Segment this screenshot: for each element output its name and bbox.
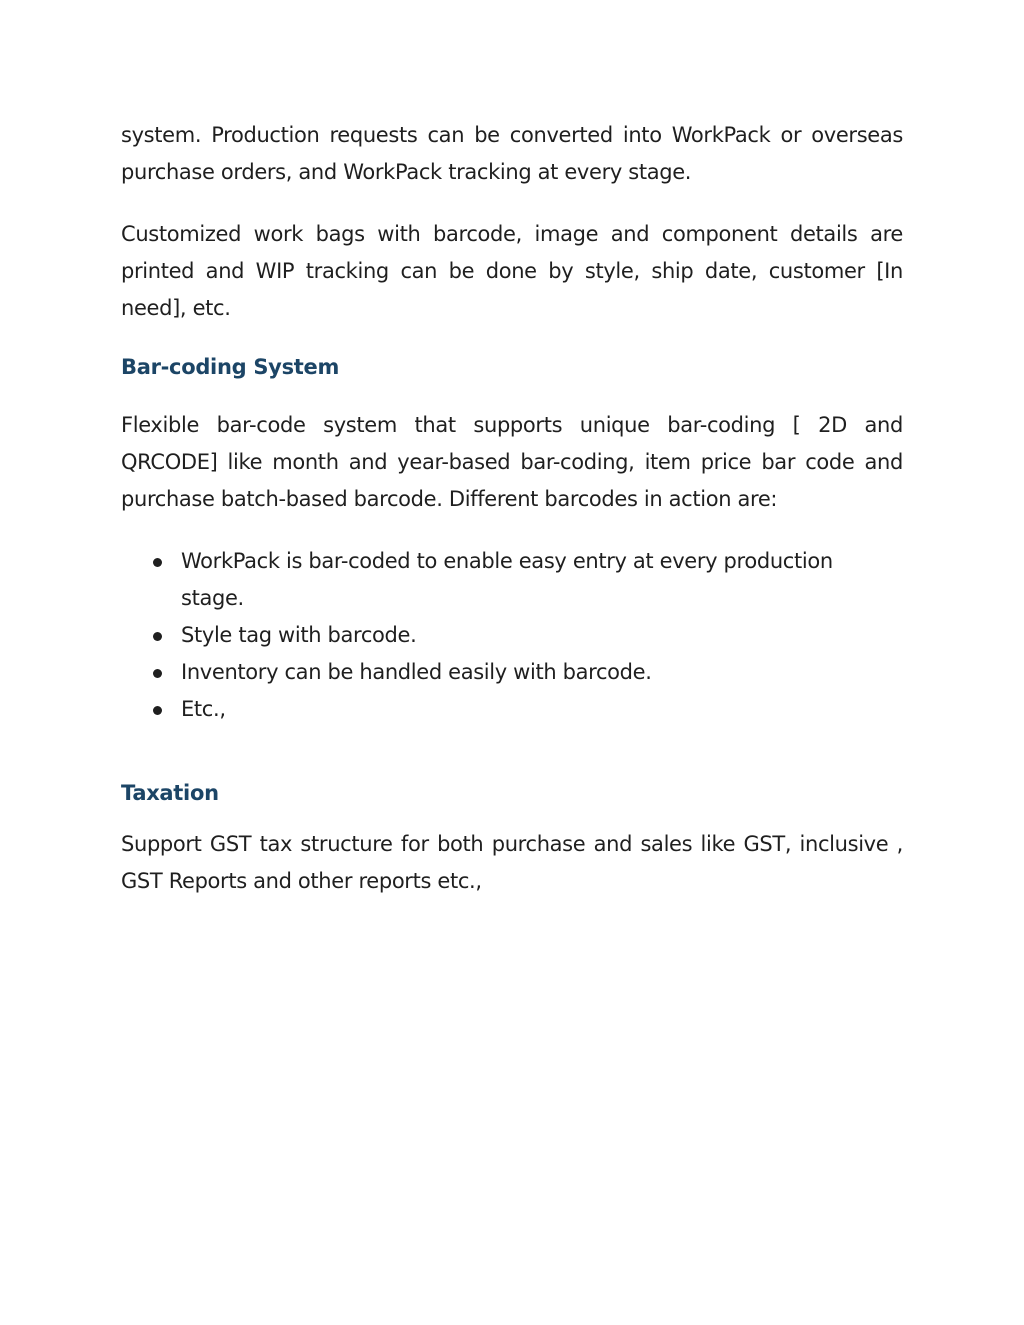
- list-item-text: Etc.,: [181, 697, 226, 721]
- list-item: [121, 617, 903, 654]
- bullet-icon: [153, 706, 162, 715]
- bullet-icon: [153, 558, 162, 567]
- barcoding-paragraph: Flexible bar-code system that supports unique bar-coding [ 2D and QRCODE] like month and year-based bar-coding, item price bar code and purchase batch-based barcode. Different barcodes in action are:: [121, 413, 903, 511]
- work-bags-paragraph: Customized work bags with barcode, image and component details are printed and WIP tracking can be done by style, ship date, customer [In need], etc.: [121, 222, 903, 320]
- list-item: [121, 691, 903, 728]
- document-page: [121, 117, 903, 925]
- list-item: [121, 654, 903, 691]
- list-item-text: Style tag with barcode.: [181, 623, 417, 647]
- list-item: [121, 543, 903, 617]
- taxation-paragraph: Support GST tax structure for both purchase and sales like GST, inclusive , GST Reports and other reports etc.,: [121, 832, 903, 893]
- bullet-icon: [153, 632, 162, 641]
- bullet-icon: [153, 669, 162, 678]
- list-item-text: Inventory can be handled easily with barcode.: [181, 660, 652, 684]
- list-item-text: WorkPack is bar-coded to enable easy entry at every production stage.: [181, 549, 833, 610]
- taxation-heading: Taxation: [121, 781, 219, 805]
- barcoding-heading: Bar-coding System: [121, 355, 340, 379]
- intro-paragraph: system. Production requests can be converted into WorkPack or overseas purchase orders, and WorkPack tracking at every stage.: [121, 123, 903, 184]
- barcode-bullet-list: [121, 543, 903, 728]
